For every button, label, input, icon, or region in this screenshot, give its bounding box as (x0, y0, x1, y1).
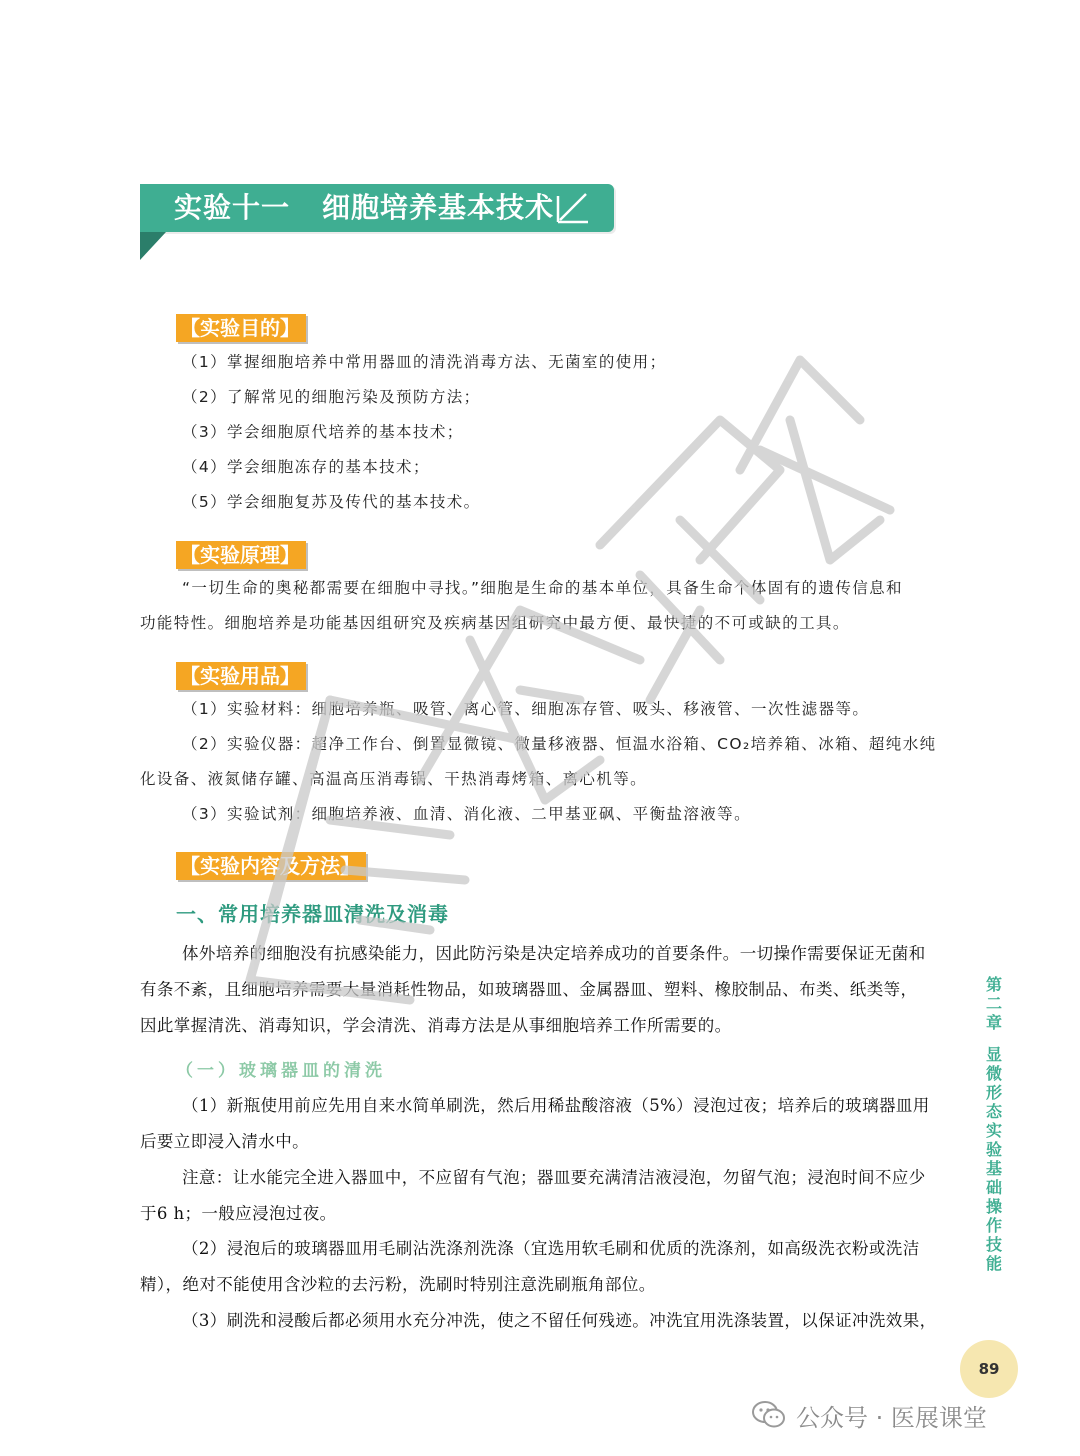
heading-level2: （一）玻璃器皿的清洗 (176, 1061, 386, 1081)
page-title (174, 188, 554, 228)
supplies-line: （3）实验试剂：细胞培养液、血清、消化液、二甲基亚砜、平衡盐溶液等。 (182, 805, 751, 823)
methods-body-line: （1）新瓶使用前应先用自来水简单刷洗，然后用稀盐酸溶液（5%）浸泡过夜；培养后的玻璃器皿用 (182, 1096, 930, 1115)
methods-body-line: 精），绝对不能使用含沙粒的去污粉，洗刷时特别注意洗刷瓶角部位。 (140, 1275, 656, 1294)
wechat-icon (752, 1400, 786, 1430)
title-banner-fold (140, 232, 166, 260)
experiment-number: 实验十一 (174, 191, 291, 224)
purpose-item: （3）学会细胞原代培养的基本技术； (182, 423, 464, 441)
methods-intro-line: 体外培养的细胞没有抗感染能力，因此防污染是决定培养成功的首要条件。一切操作需要保证无菌和 (182, 944, 926, 963)
supplies-line: （2）实验仪器：超净工作台、倒置显微镜、微量移液器、恒温水浴箱、CO₂培养箱、冰箱、超纯水纯 (182, 735, 937, 753)
supplies-line: 化设备、液氮储存罐、高温高压消毒锅、干热消毒烤箱、离心机等。 (140, 770, 648, 788)
section-tag-supplies: 【实验用品】 (176, 662, 306, 690)
methods-body-line: 注意：让水能完全进入器皿中，不应留有气泡；器皿要充满清洁液浸泡，勿留气泡；浸泡时间不应少 (182, 1168, 926, 1187)
section-tag-methods: 【实验内容及方法】 (176, 852, 366, 880)
purpose-item: （5）学会细胞复苏及传代的基本技术。 (182, 493, 481, 511)
purpose-item: （1）掌握细胞培养中常用器皿的清洗消毒方法、无菌室的使用； (182, 353, 667, 371)
section-tag-principle: 【实验原理】 (176, 541, 306, 569)
footer-account-text: 公众号 · 医展课堂 (796, 1403, 987, 1432)
methods-intro-line: 因此掌握清洗、消毒知识，学会清洗、消毒方法是从事细胞培养工作所需要的。 (140, 1016, 732, 1035)
section-tag-purpose: 【实验目的】 (176, 314, 306, 342)
footer-account (752, 1398, 987, 1432)
heading-level1: 一、常用培养器皿清洗及消毒 (176, 902, 449, 926)
principle-line: 功能特性。细胞培养是功能基因组研究及疾病基因组研究中最方便、最快捷的不可或缺的工具。 (140, 614, 850, 632)
pencil-icon (554, 190, 590, 226)
side-chapter-label: 第二章 (985, 975, 1002, 1032)
principle-line: “一切生命的奥秘都需要在细胞中寻找。”细胞是生命的基本单位，具备生命个体固有的遗传信息和 (182, 579, 903, 597)
methods-body-line: （2）浸泡后的玻璃器皿用毛刷沾洗涤剂洗涤（宜选用软毛刷和优质的洗涤剂，如高级洗衣粉或洗洁 (182, 1239, 920, 1258)
methods-body-line: 后要立即浸入清水中。 (140, 1132, 309, 1151)
purpose-item: （4）学会细胞冻存的基本技术； (182, 458, 430, 476)
experiment-title: 细胞培养基本技术 (322, 191, 555, 224)
purpose-item: （2）了解常见的细胞污染及预防方法； (182, 388, 481, 406)
page-number: 89 (960, 1340, 1018, 1398)
supplies-line: （1）实验材料：细胞培养瓶、吸管、离心管、细胞冻存管、吸头、移液管、一次性滤器等。 (182, 700, 870, 718)
methods-intro-line: 有条不紊，且细胞培养需要大量消耗性物品，如玻璃器皿、金属器皿、塑料、橡胶制品、布类、纸类等， (140, 980, 918, 999)
methods-body-line: （3）刷洗和浸酸后都必须用水充分冲洗，使之不留任何残迹。冲洗宜用洗涤装置，以保证冲洗效果， (182, 1311, 937, 1330)
side-book-label: 显微形态实验基础操作技能 (985, 1045, 1002, 1273)
methods-body-line: 于6 h；一般应浸泡过夜。 (140, 1204, 337, 1223)
